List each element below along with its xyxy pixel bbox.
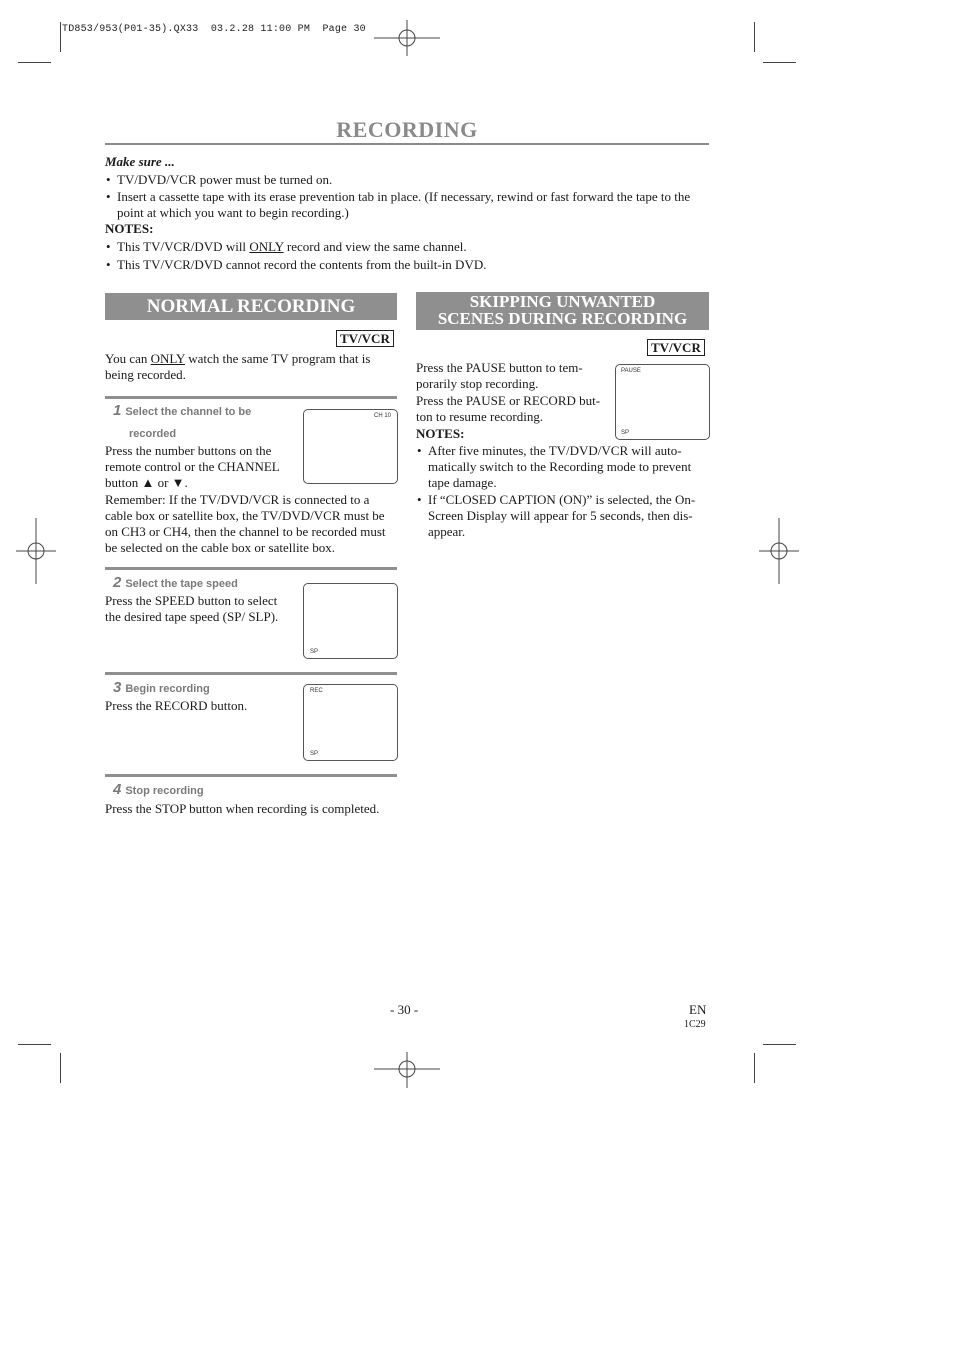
step-3-title: 3 Begin recording — [113, 679, 210, 696]
step-divider — [105, 567, 397, 570]
skipping-notes-label: NOTES: — [416, 426, 465, 441]
make-sure-list — [105, 172, 709, 222]
crop-mark — [754, 22, 755, 52]
crop-mark — [763, 62, 796, 63]
crop-mark — [18, 1044, 51, 1045]
notes-label: NOTES: — [105, 221, 154, 236]
crop-mark — [18, 62, 51, 63]
crop-mark — [60, 22, 61, 52]
osd-rec: REC — [310, 688, 323, 694]
osd-channel: CH 10 — [373, 413, 391, 419]
crop-mark — [763, 1044, 796, 1045]
document-code: 1C29 — [684, 1019, 706, 1030]
registration-mark-icon — [374, 20, 440, 56]
tv-screen — [303, 583, 398, 659]
page-number: - 30 - — [390, 1002, 419, 1017]
normal-intro: You can ONLY watch the same TV program that is being recorded. — [105, 351, 371, 382]
osd-pause: PAUSE — [621, 368, 641, 374]
skipping-notes-list — [416, 443, 709, 541]
registration-mark-icon — [759, 518, 799, 584]
tv-screen — [303, 684, 398, 761]
tv-screen — [303, 409, 398, 484]
step-2-body: Press the SPEED button to select the desired tape speed (SP/ SLP). — [105, 593, 279, 624]
page-title: RECORDING — [336, 117, 478, 142]
list-item: • Insert a cassette tape with its erase prevention tab in place. (If necessary, rewind or fast forward the tape to the point at which you want to begin recording.) — [105, 189, 709, 221]
list-item: • After five minutes, the TV/DVD/VCR will auto-matically switch to the Recording mode to prevent tape damage. — [416, 443, 709, 491]
section-heading-normal-recording: NORMAL RECORDING — [105, 293, 397, 320]
osd-speed: SP — [621, 430, 630, 436]
skipping-body-2: Press the PAUSE or RECORD but-ton to resume recording. — [416, 393, 601, 424]
language-code: EN — [689, 1002, 707, 1017]
list-item: • This TV/VCR/DVD cannot record the contents from the built-in DVD. — [105, 257, 709, 273]
tv-vcr-badge: TV/VCR — [336, 330, 394, 347]
step-2-title: 2 Select the tape speed — [113, 574, 238, 591]
list-item: • This TV/VCR/DVD will ONLY record and view the same channel. — [105, 239, 709, 255]
crop-mark — [754, 1053, 755, 1083]
step-4-title: 4 Stop recording — [113, 781, 204, 798]
notes-list — [105, 239, 709, 274]
make-sure-label: Make sure ... — [105, 154, 175, 169]
step-3-body: Press the RECORD button. — [105, 698, 248, 713]
step-1-title-cont: recorded — [129, 428, 177, 440]
step-4-body: Press the STOP button when recording is completed. — [105, 801, 380, 816]
step-divider — [105, 396, 397, 399]
osd-speed: SP — [310, 751, 319, 757]
title-rule — [105, 143, 709, 145]
step-1-body: Press the number buttons on the remote control or the CHANNEL button ▲ or ▼. — [105, 443, 280, 490]
step-1-title: 1 Select the channel to be — [113, 402, 252, 419]
tv-screen — [615, 364, 710, 440]
list-item: • TV/DVD/VCR power must be turned on. — [105, 172, 709, 188]
heading-line: SCENES DURING RECORDING — [437, 309, 688, 328]
step-divider — [105, 774, 397, 777]
skipping-body-1: Press the PAUSE button to tem-porarily stop recording. — [416, 360, 583, 391]
list-item: • If “CLOSED CAPTION (ON)” is selected, the On-Screen Display will appear for 5 seconds, then dis-appear. — [416, 492, 709, 540]
osd-speed: SP — [310, 649, 319, 655]
crop-mark — [60, 1053, 61, 1083]
registration-mark-icon — [16, 518, 56, 584]
print-header: TD853/953(P01-35).QX33 03.2.28 11:00 PM Page 30 — [62, 24, 366, 35]
step-divider — [105, 672, 397, 675]
step-1-remember: Remember: If the TV/DVD/VCR is connected to a cable box or satellite box, the TV/DVD/VCR must be on CH3 or CH4, then the channel to be recorded must be selected on the cable box or satellite box. — [105, 492, 386, 555]
tv-vcr-badge: TV/VCR — [647, 339, 705, 356]
registration-mark-icon — [374, 1052, 440, 1088]
heading-line: SKIPPING UNWANTED — [469, 292, 656, 311]
section-heading-skipping — [416, 292, 709, 330]
